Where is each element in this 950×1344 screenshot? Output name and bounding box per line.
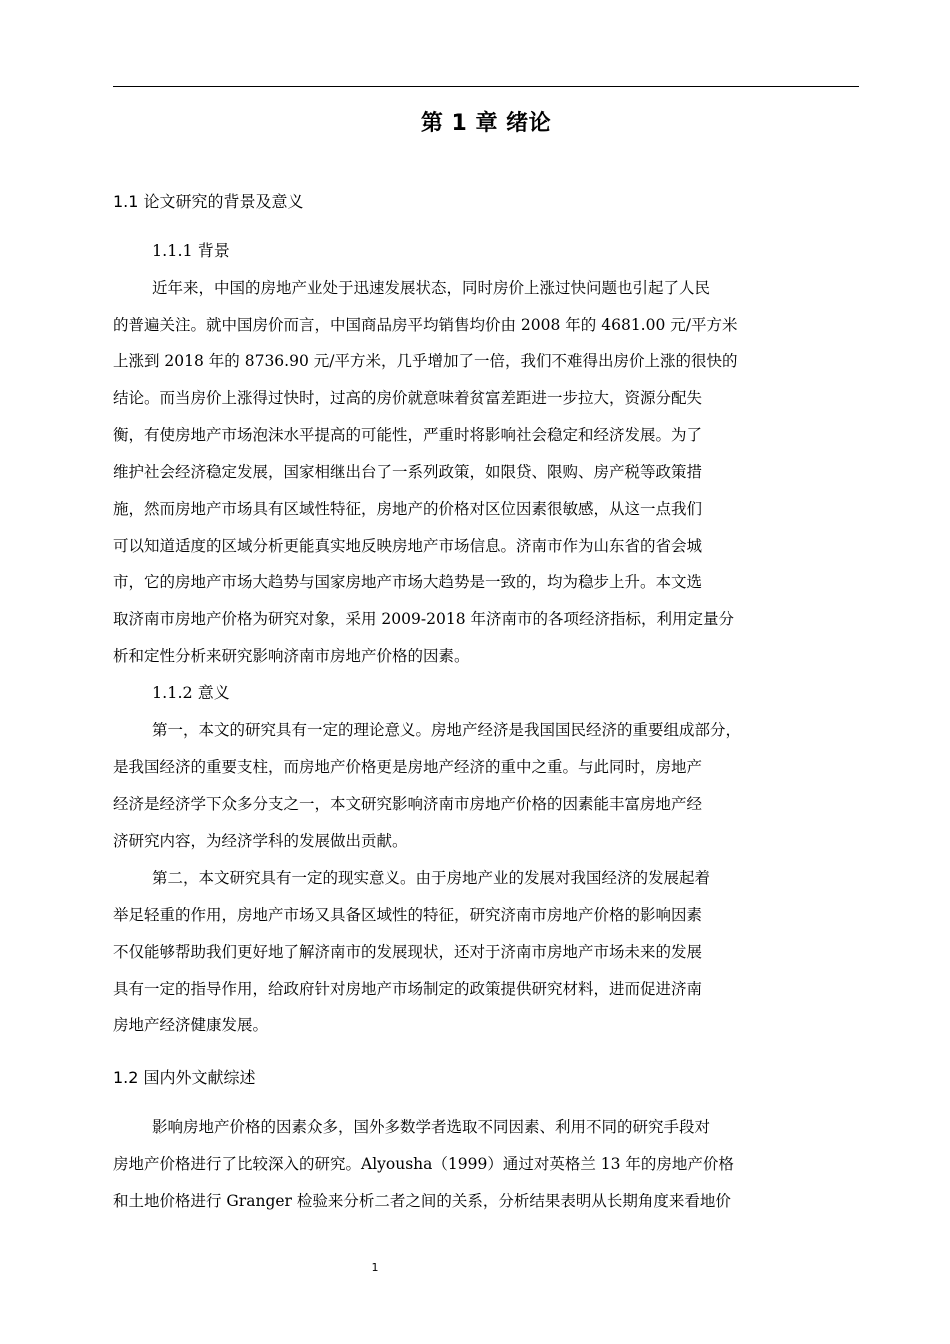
- paragraph-line: 衡，有使房地产市场泡沫水平提高的可能性，严重时将影响社会稳定和经济发展。为了: [113, 426, 703, 444]
- paragraph-line: 第一，本文的研究具有一定的理论意义。房地产经济是我国国民经济的重要组成部分，: [152, 721, 742, 739]
- paragraph-line: 不仅能够帮助我们更好地了解济南市的发展现状，还对于济南市房地产市场未来的发展: [113, 943, 703, 961]
- paragraph-line: 上涨到 2018 年的 8736.90 元/平方米，几乎增加了一倍，我们不难得出房价上涨的很快的: [113, 352, 738, 370]
- paragraph-line: 的普遍关注。就中国房价而言，中国商品房平均销售均价由 2008 年的 4681.00 元/平方米: [113, 316, 738, 334]
- subsection-heading-1-1-1: 1.1.1 背景: [152, 241, 230, 260]
- paragraph-line: 具有一定的指导作用，给政府针对房地产市场制定的政策提供研究材料，进而促进济南: [113, 980, 703, 998]
- paragraph-line: 举足轻重的作用，房地产市场又具备区域性的特征，研究济南市房地产价格的影响因素: [113, 906, 703, 924]
- chapter-title: 第 1 章 绪论: [420, 111, 552, 136]
- paragraph-line: 济研究内容，为经济学科的发展做出贡献。: [113, 832, 408, 850]
- header-rule: [113, 86, 859, 87]
- page-number: 1: [371, 1261, 379, 1274]
- paragraph-line: 和土地价格进行 Granger 检验来分析二者之间的关系，分析结果表明从长期角度来看地价: [113, 1192, 731, 1210]
- paragraph-line: 析和定性分析来研究影响济南市房地产价格的因素。: [113, 647, 470, 665]
- paragraph-line: 是我国经济的重要支柱，而房地产价格更是房地产经济的重中之重。与此同时，房地产: [113, 758, 703, 776]
- paragraph-line: 近年来，中国的房地产业处于迅速发展状态，同时房价上涨过快问题也引起了人民: [152, 279, 711, 297]
- subsection-heading-1-1-2: 1.1.2 意义: [152, 683, 230, 702]
- paragraph-line: 取济南市房地产价格为研究对象，采用 2009-2018 年济南市的各项经济指标，利用定量分: [113, 610, 734, 628]
- paragraph-line: 影响房地产价格的因素众多，国外多数学者选取不同因素、利用不同的研究手段对: [152, 1118, 711, 1136]
- section-heading-1-2: 1.2 国内外文献综述: [113, 1068, 256, 1087]
- paragraph-line: 房地产价格进行了比较深入的研究。Alyousha（1999）通过对英格兰 13 年的房地产价格: [113, 1155, 734, 1173]
- paragraph-line: 结论。而当房价上涨得过快时，过高的房价就意味着贫富差距进一步拉大，资源分配失: [113, 389, 703, 407]
- paragraph-line: 施，然而房地产市场具有区域性特征，房地产的价格对区位因素很敏感，从这一点我们: [113, 500, 703, 518]
- paragraph-line: 房地产经济健康发展。: [113, 1016, 269, 1034]
- paragraph-line: 第二，本文研究具有一定的现实意义。由于房地产业的发展对我国经济的发展起着: [152, 869, 711, 887]
- section-heading-1-1: 1.1 论文研究的背景及意义: [113, 192, 304, 211]
- paragraph-line: 经济是经济学下众多分支之一，本文研究影响济南市房地产价格的因素能丰富房地产经: [113, 795, 703, 813]
- paragraph-line: 可以知道适度的区域分析更能真实地反映房地产市场信息。济南市作为山东省的省会城: [113, 537, 703, 555]
- paragraph-line: 市，它的房地产市场大趋势与国家房地产市场大趋势是一致的，均为稳步上升。本文选: [113, 573, 703, 591]
- paragraph-line: 维护社会经济稳定发展，国家相继出台了一系列政策，如限贷、限购、房产税等政策措: [113, 463, 703, 481]
